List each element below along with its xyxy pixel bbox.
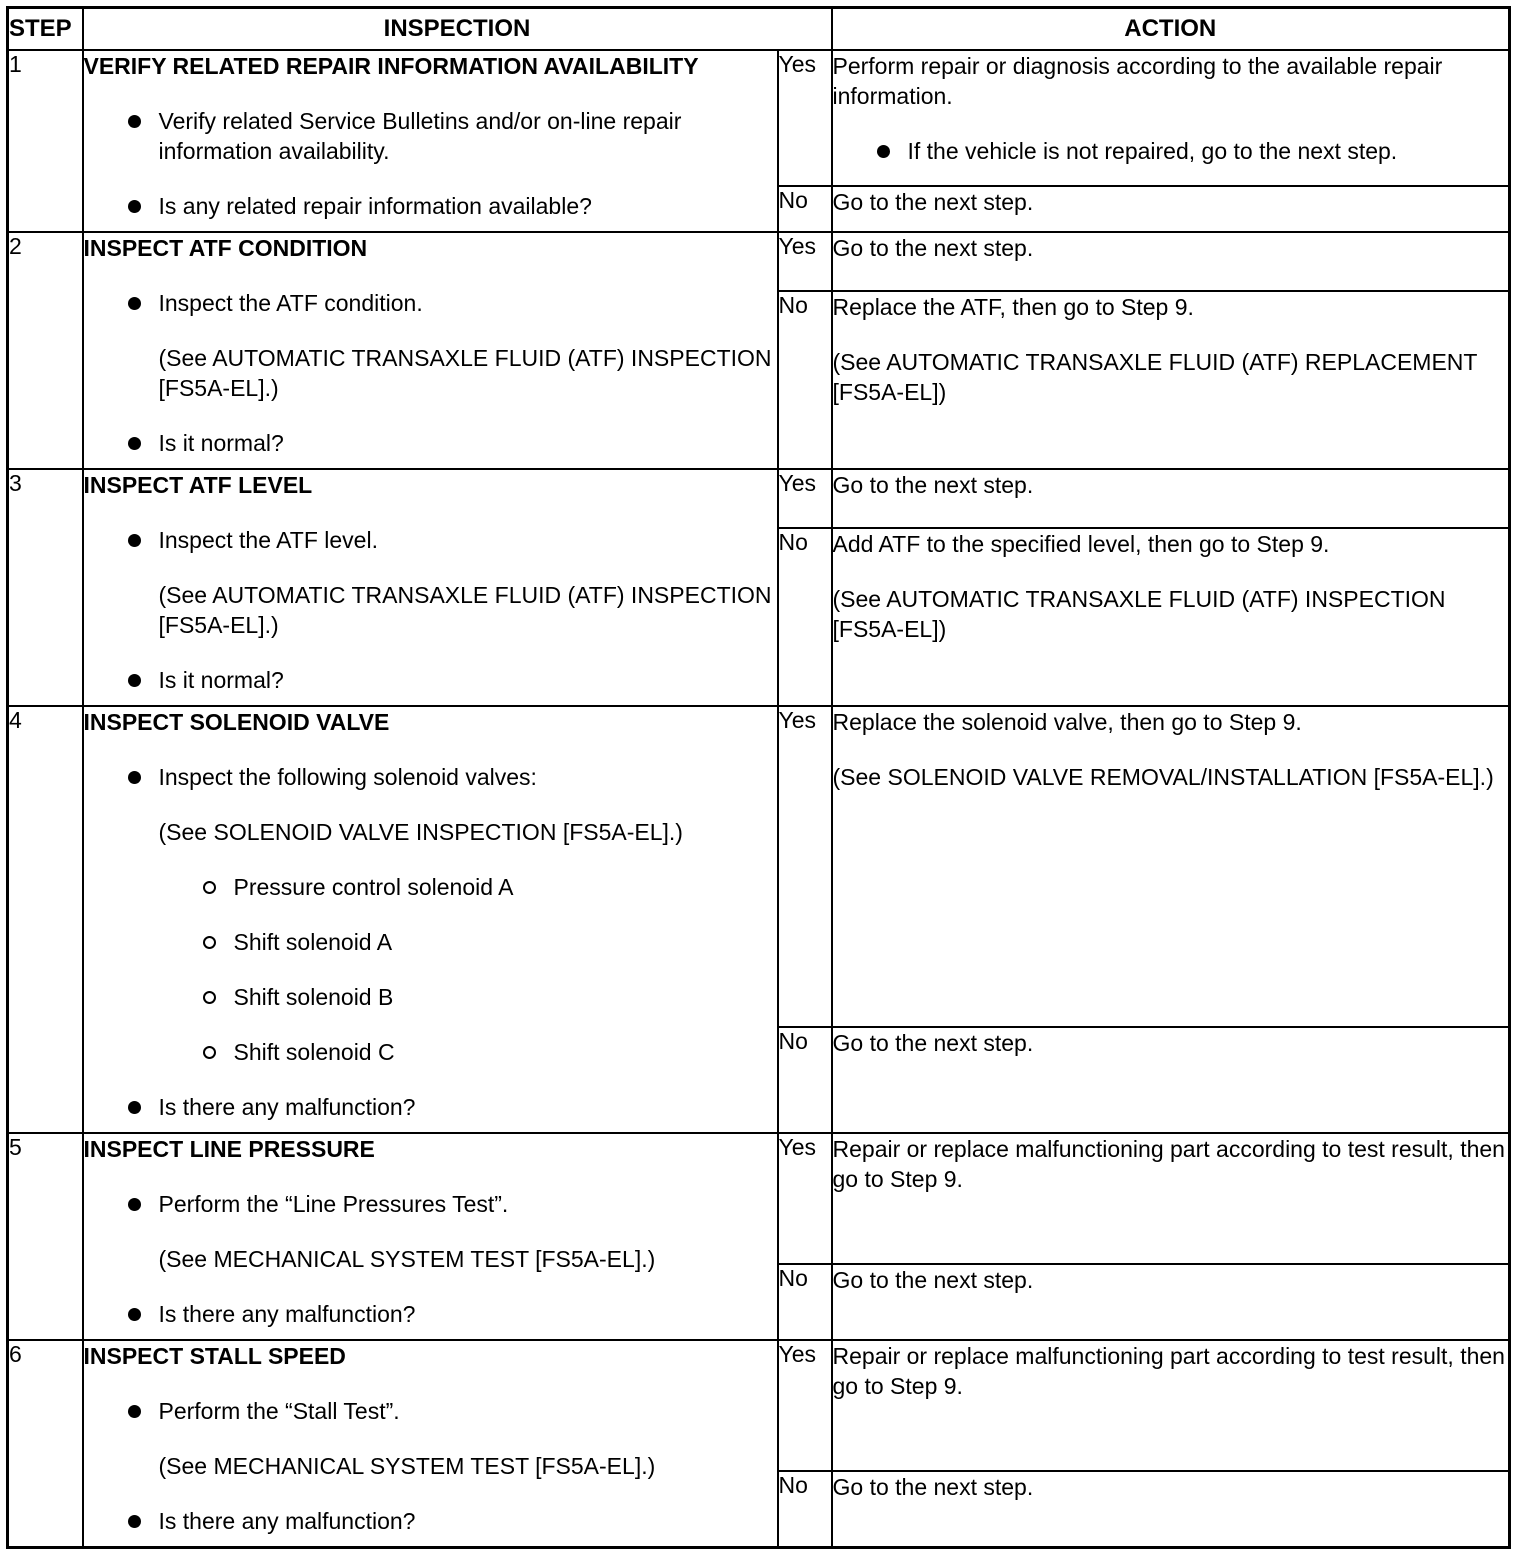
bullet-item: Perform the “Stall Test”. bbox=[84, 1396, 777, 1426]
action-text: Go to the next step. bbox=[832, 235, 1034, 261]
no-action bbox=[832, 291, 1510, 469]
question-item: Is any related repair information available? bbox=[84, 191, 777, 221]
bullet-item: Verify related Service Bulletins and/or on-line repair information availability. bbox=[84, 106, 777, 166]
inspection-cell bbox=[83, 1340, 778, 1547]
bullet-item: Inspect the ATF condition. bbox=[84, 288, 777, 318]
yes-action bbox=[832, 1340, 1510, 1471]
bullet-item: Perform the “Line Pressures Test”. bbox=[84, 1189, 777, 1219]
action-text: Go to the next step. bbox=[832, 189, 1034, 215]
step-number: 1 bbox=[8, 50, 83, 232]
no-label: No bbox=[778, 186, 832, 232]
step-row bbox=[8, 1340, 1510, 1471]
action-reference: (See SOLENOID VALVE REMOVAL/INSTALLATION [FS5A-EL].) bbox=[832, 764, 1494, 790]
no-label: No bbox=[778, 528, 832, 706]
no-action bbox=[832, 186, 1510, 232]
step-number: 3 bbox=[8, 469, 83, 706]
step-title: INSPECT SOLENOID VALVE bbox=[83, 709, 390, 735]
action-text: Perform repair or diagnosis according to the available repair information. bbox=[832, 53, 1443, 109]
step-number: 6 bbox=[8, 1340, 83, 1547]
question-item: Is there any malfunction? bbox=[84, 1299, 777, 1329]
action-text: Go to the next step. bbox=[832, 1267, 1034, 1293]
step-title: INSPECT ATF CONDITION bbox=[83, 235, 368, 261]
no-label: No bbox=[778, 291, 832, 469]
no-action bbox=[832, 1471, 1510, 1547]
action-text: Go to the next step. bbox=[832, 1030, 1034, 1056]
question-item: Is it normal? bbox=[84, 428, 777, 458]
step-row bbox=[8, 706, 1510, 1027]
action-text: Go to the next step. bbox=[832, 472, 1034, 498]
inspection-cell bbox=[83, 706, 778, 1133]
action-reference: (See AUTOMATIC TRANSAXLE FLUID (ATF) INSPECTION [FS5A-EL]) bbox=[832, 586, 1446, 642]
step-title: INSPECT ATF LEVEL bbox=[83, 472, 313, 498]
step-row bbox=[8, 50, 1510, 186]
action-text: Add ATF to the specified level, then go to Step 9. bbox=[832, 531, 1330, 557]
yes-label: Yes bbox=[778, 50, 832, 186]
inspection-cell bbox=[83, 232, 778, 469]
no-label: No bbox=[778, 1471, 832, 1547]
sub-item: Shift solenoid B bbox=[84, 982, 777, 1012]
action-bullet: If the vehicle is not repaired, go to the next step. bbox=[833, 136, 1509, 166]
question-item: Is there any malfunction? bbox=[84, 1506, 777, 1536]
reference-text: (See MECHANICAL SYSTEM TEST [FS5A-EL].) bbox=[158, 1453, 656, 1479]
inspection-cell bbox=[83, 50, 778, 232]
no-action bbox=[832, 1027, 1510, 1133]
step-row bbox=[8, 232, 1510, 291]
action-text: Repair or replace malfunctioning part according to test result, then go to Step 9. bbox=[832, 1136, 1505, 1192]
diagnostic-table bbox=[6, 6, 1511, 1549]
step-header: STEP bbox=[8, 8, 83, 51]
yes-label: Yes bbox=[778, 1340, 832, 1471]
step-number: 2 bbox=[8, 232, 83, 469]
reference-text: (See MECHANICAL SYSTEM TEST [FS5A-EL].) bbox=[158, 1246, 656, 1272]
step-number: 5 bbox=[8, 1133, 83, 1340]
action-text: Replace the solenoid valve, then go to Step 9. bbox=[832, 709, 1302, 735]
step-row bbox=[8, 1133, 1510, 1264]
question-item: Is there any malfunction? bbox=[84, 1092, 777, 1122]
no-label: No bbox=[778, 1264, 832, 1340]
bullet-item: Inspect the following solenoid valves: bbox=[84, 762, 777, 792]
yes-label: Yes bbox=[778, 232, 832, 291]
header-row bbox=[8, 8, 1510, 51]
inspection-cell bbox=[83, 469, 778, 706]
step-title: INSPECT LINE PRESSURE bbox=[83, 1136, 375, 1162]
step-title: VERIFY RELATED REPAIR INFORMATION AVAILABILITY bbox=[83, 53, 699, 79]
reference-text: (See SOLENOID VALVE INSPECTION [FS5A-EL].) bbox=[158, 819, 683, 845]
action-text: Repair or replace malfunctioning part according to test result, then go to Step 9. bbox=[832, 1343, 1505, 1399]
sub-item: Shift solenoid C bbox=[84, 1037, 777, 1067]
yes-action bbox=[832, 1133, 1510, 1264]
yes-label: Yes bbox=[778, 1133, 832, 1264]
sub-item: Shift solenoid A bbox=[84, 927, 777, 957]
reference-text: (See AUTOMATIC TRANSAXLE FLUID (ATF) INSPECTION [FS5A-EL].) bbox=[158, 345, 772, 401]
yes-action bbox=[832, 232, 1510, 291]
yes-action bbox=[832, 50, 1510, 186]
yes-action bbox=[832, 706, 1510, 1027]
reference-text: (See AUTOMATIC TRANSAXLE FLUID (ATF) INSPECTION [FS5A-EL].) bbox=[158, 582, 772, 638]
step-row bbox=[8, 469, 1510, 528]
inspection-header: INSPECTION bbox=[83, 8, 832, 51]
sub-item: Pressure control solenoid A bbox=[84, 872, 777, 902]
bullet-item: Inspect the ATF level. bbox=[84, 525, 777, 555]
no-label: No bbox=[778, 1027, 832, 1133]
action-text: Replace the ATF, then go to Step 9. bbox=[832, 294, 1194, 320]
no-action bbox=[832, 1264, 1510, 1340]
question-item: Is it normal? bbox=[84, 665, 777, 695]
step-number: 4 bbox=[8, 706, 83, 1133]
action-header: ACTION bbox=[832, 8, 1510, 51]
action-reference: (See AUTOMATIC TRANSAXLE FLUID (ATF) REPLACEMENT [FS5A-EL]) bbox=[832, 349, 1478, 405]
inspection-cell bbox=[83, 1133, 778, 1340]
yes-action bbox=[832, 469, 1510, 528]
no-action bbox=[832, 528, 1510, 706]
step-title: INSPECT STALL SPEED bbox=[83, 1343, 346, 1369]
action-text: Go to the next step. bbox=[832, 1474, 1034, 1500]
yes-label: Yes bbox=[778, 469, 832, 528]
yes-label: Yes bbox=[778, 706, 832, 1027]
